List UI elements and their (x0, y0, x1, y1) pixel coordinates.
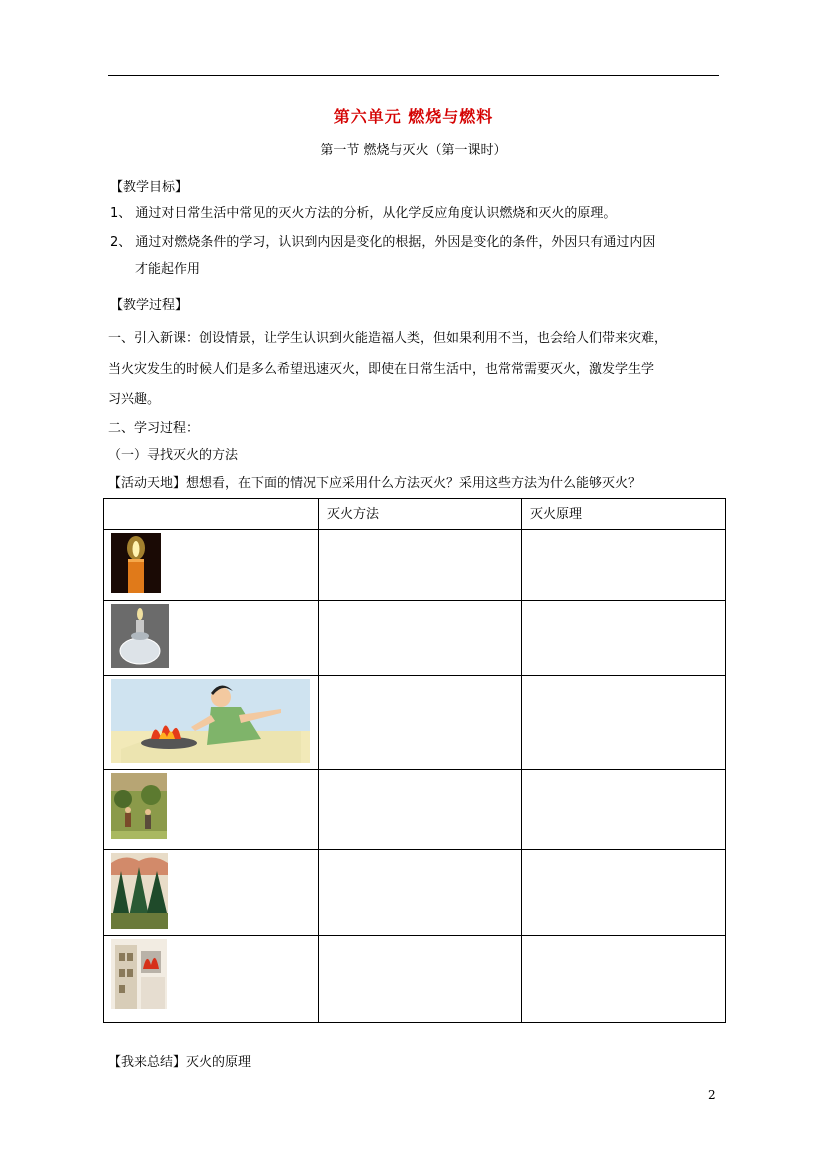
fire-extinguishing-table (103, 498, 726, 1023)
activity-prompt: 【活动天地】想想看，在下面的情况下应采用什么方法灭火？采用这些方法为什么能够灭火？ (108, 476, 642, 491)
pan-fire-cartoon-image (111, 679, 310, 763)
candle-image (111, 533, 161, 593)
table-cell-method[interactable] (319, 676, 522, 770)
table-cell-image (104, 770, 319, 850)
page-subtitle: 第一节 燃烧与灭火（第一课时） (320, 143, 507, 158)
table-cell-principle[interactable] (522, 850, 726, 936)
intro-line-2: 当火灾发生的时候人们是多么希望迅速灭火，即使在日常生活中，也常常需要灭火，激发学生学 (108, 362, 655, 377)
table-cell-method[interactable] (319, 601, 522, 676)
table-header-row (104, 499, 726, 530)
table-cell-image (104, 601, 319, 676)
table-cell-method[interactable] (319, 530, 522, 601)
subsection-1-heading: （一）寻找灭火的方法 (108, 448, 239, 463)
table-cell-method[interactable] (319, 936, 522, 1023)
header-cell-image (104, 499, 319, 530)
table-cell-image (104, 850, 319, 936)
header-cell-principle: 灭火原理 (522, 499, 726, 530)
header-cell-method: 灭火方法 (319, 499, 522, 530)
table-cell-method[interactable] (319, 850, 522, 936)
table-cell-principle[interactable] (522, 530, 726, 601)
table-cell-principle[interactable] (522, 676, 726, 770)
objectives-heading: 【教学目标】 (110, 180, 189, 195)
table-cell-principle[interactable] (522, 601, 726, 676)
alcohol-lamp-image (111, 604, 169, 668)
table-cell-image (104, 936, 319, 1023)
summary-heading: 【我来总结】灭火的原理 (108, 1055, 252, 1070)
table-row (104, 770, 726, 850)
objective-item-2-cont: 才能起作用 (135, 262, 201, 277)
table-cell-image (104, 530, 319, 601)
page-title: 第六单元 燃烧与燃料 (333, 107, 494, 126)
table-row (104, 676, 726, 770)
building-fire-image (111, 939, 167, 1009)
table-row (104, 936, 726, 1023)
header-rule (108, 75, 719, 76)
forest-fire-image (111, 853, 168, 929)
table-cell-principle[interactable] (522, 936, 726, 1023)
intro-line-1: 一、引入新课：创设情景，让学生认识到火能造福人类，但如果利用不当，也会给人们带来灾难， (108, 331, 668, 346)
page-number: 2 (708, 1088, 716, 1102)
objective-item-1: 1、 通过对日常生活中常见的灭火方法的分析，从化学反应角度认识燃烧和灭火的原理。 (110, 206, 617, 221)
objective-item-2: 2、 通过对燃烧条件的学习，认识到内因是变化的根据，外因是变化的条件，外因只有通过内因 (110, 235, 656, 250)
forest-people-image (111, 773, 167, 839)
table-row (104, 530, 726, 601)
table-cell-method[interactable] (319, 770, 522, 850)
section-2-heading: 二、学习过程： (108, 421, 200, 436)
process-heading: 【教学过程】 (110, 298, 189, 313)
table-cell-principle[interactable] (522, 770, 726, 850)
table-row (104, 601, 726, 676)
table-row (104, 850, 726, 936)
intro-line-3: 习兴趣。 (108, 392, 161, 407)
table-cell-image (104, 676, 319, 770)
